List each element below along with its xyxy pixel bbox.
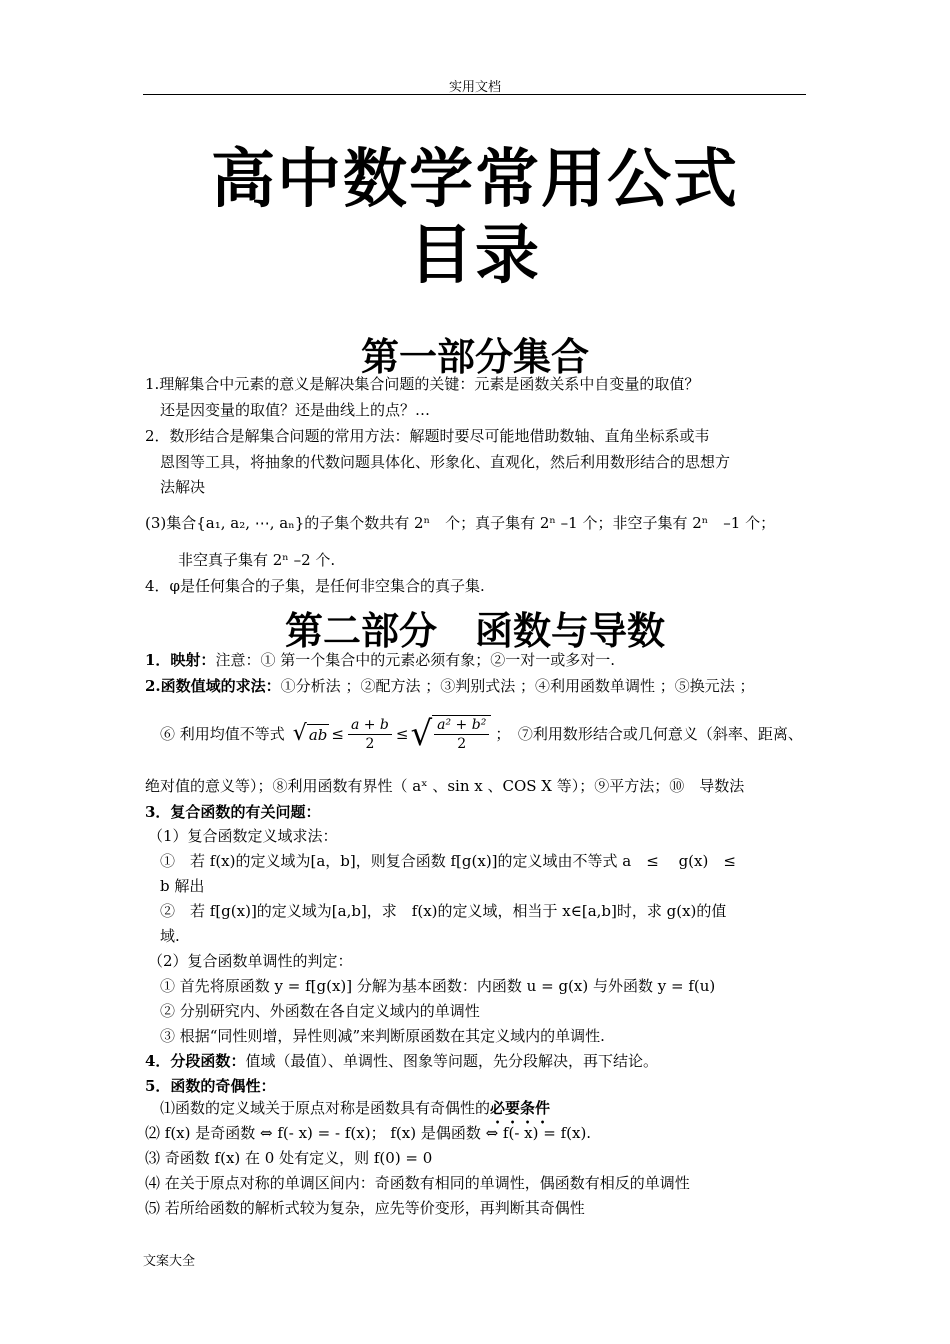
part2-item3-sub1-a2: b 解出 bbox=[160, 877, 205, 895]
part2-item3-sub1-a1: ① 若 f(x)的定义域为[a，b]，则复合函数 f[g(x)]的定义域由不等式 a ≤ g(x) ≤ bbox=[160, 852, 736, 870]
part2-item5-3: ⑶ 奇函数 f(x) 在 0 处有定义，则 f(0) = 0 bbox=[145, 1149, 433, 1167]
part2-item2-line2-pre: ⑥ 利用均值不等式 bbox=[160, 725, 285, 743]
part2-item2-label: 2.函数值域的求法： bbox=[145, 677, 281, 695]
part2-item5-2: ⑵ f(x) 是奇函数 ⇔ f(- x) = - f(x)； f(x) 是偶函数 ⇔ f(- x) = f(x). bbox=[145, 1124, 592, 1142]
part1-item2-line3: 法解决 bbox=[160, 478, 206, 496]
part2-item3-sub2-b: ② 分别研究内、外函数在各自定义域内的单调性 bbox=[160, 1002, 480, 1020]
part2-item3-sub2: （2）复合函数单调性的判定： bbox=[148, 952, 353, 970]
part2-item3-label: 3．复合函数的有关问题： bbox=[145, 803, 321, 821]
part2-item4-text: 值域（最值）、单调性、图象等问题，先分段解决，再下结论。 bbox=[245, 1052, 658, 1070]
sqrt-ab: √ ab bbox=[292, 721, 328, 747]
part2-heading: 第二部分 函数与导数 bbox=[284, 608, 665, 653]
page-footer: 文案大全 bbox=[143, 1254, 196, 1269]
part2-item5-5: ⑸ 若所给函数的解析式较为复杂，应先等价变形，再判断其奇偶性 bbox=[145, 1199, 585, 1217]
sqrt-quadratic-mean: √ $\frac{\text{a² + b²}}{2}$ bbox=[410, 715, 491, 753]
page-header: 实用文档 bbox=[448, 80, 501, 95]
part2-item1-text: 注意：① 第一个集合中的元素必须有象；②一对一或多对一. bbox=[215, 651, 615, 669]
part2-item2 bbox=[145, 676, 755, 696]
part2-item5-1-bold: 必要条件 bbox=[490, 1099, 551, 1117]
part2-item4-label: 4．分段函数： bbox=[145, 1052, 246, 1070]
part2-item5-4: ⑷ 在关于原点对称的单调区间内：奇函数有相同的单调性，偶函数有相反的单调性 bbox=[145, 1174, 690, 1192]
part1-item3-line1: (3)集合{a₁, a₂, ⋯, aₙ}的子集个数共有 2ⁿ 个；真子集有 2ⁿ –1 个；非空子集有 2ⁿ –1 个； bbox=[145, 514, 776, 532]
part2-item3-sub2-a: ① 首先将原函数 y = f[g(x)] 分解为基本函数：内函数 u = g(x) 与外函数 y = f(u) bbox=[160, 977, 716, 995]
header-rule bbox=[143, 94, 806, 95]
part2-item3-sub1-b2: 域. bbox=[160, 927, 180, 945]
part1-item1-line1: 1.理解集合中元素的意义是解决集合问题的关键：元素是函数关系中自变量的取值？ bbox=[145, 375, 700, 393]
part2-item1-label: 1．映射： bbox=[145, 651, 216, 669]
part2-item5-label: 5．函数的奇偶性： bbox=[145, 1077, 276, 1095]
part2-item2-line2-post: ； ⑦利用数形结合或几何意义（斜率、距离、 bbox=[495, 725, 803, 743]
part2-item3-sub1: （1）复合函数定义域求法： bbox=[148, 827, 338, 845]
part1-item2-line2: 恩图等工具，将抽象的代数问题具体化、形象化、直观化，然后利用数形结合的思想方 bbox=[160, 453, 731, 471]
part2-item3-sub2-c: ③ 根据“同性则增，异性则减”来判断原函数在其定义域内的单调性. bbox=[160, 1027, 605, 1045]
fraction-qmean-den: 2 bbox=[457, 736, 467, 752]
fraction-mean bbox=[348, 716, 392, 753]
part2-item4 bbox=[145, 1051, 658, 1071]
part1-heading: 第一部分集合 bbox=[360, 334, 589, 379]
fraction-qmean-num: a² + b² bbox=[434, 716, 489, 735]
document-title: 高中数学常用公式 bbox=[211, 142, 739, 217]
fraction-mean-num: a + b bbox=[348, 716, 392, 735]
part2-item2-line3: 绝对值的意义等）；⑧利用函数有界性（ aˣ 、sin x 、COS X 等）；⑨平方法；⑩ 导数法 bbox=[145, 777, 745, 795]
part1-item4: 4．φ是任何集合的子集，是任何非空集合的真子集. bbox=[145, 577, 485, 595]
part1-item2-line1: 2．数形结合是解集合问题的常用方法：解题时要尽可能地借助数轴、直角坐标系或韦 bbox=[145, 427, 710, 445]
part2-item2-text: ①分析法 ；②配方法 ；③判别式法 ；④利用函数单调性 ；⑤换元法 ； bbox=[280, 677, 755, 695]
part2-item1 bbox=[145, 650, 615, 670]
sqrt-ab-body: ab bbox=[308, 725, 328, 744]
document-subtitle: 目录 bbox=[409, 218, 541, 293]
part1-item1-line2: 还是因变量的取值？还是曲线上的点？… bbox=[160, 401, 431, 419]
part2-item2-line2: ⑥ 利用均值不等式 √ ab ≤ $\frac{a + b}{2}$ ≤ √ $\frac{\text{a² + b²}}{2}$ ； ⑦利用数形结合或几何意义（斜率、距离、 bbox=[160, 714, 803, 754]
part2-item5-1-pre: ⑴函数的定义域关于原点对称是函数具有奇偶性的 bbox=[160, 1099, 491, 1117]
fraction-mean-den: 2 bbox=[365, 735, 375, 752]
part1-item3-line2: 非空真子集有 2ⁿ –2 个. bbox=[178, 551, 336, 569]
part2-item3-sub1-b1: ② 若 f[g(x)]的定义域为[a,b]，求 f(x)的定义域，相当于 x∈[a,b]时，求 g(x)的值 bbox=[160, 902, 727, 920]
